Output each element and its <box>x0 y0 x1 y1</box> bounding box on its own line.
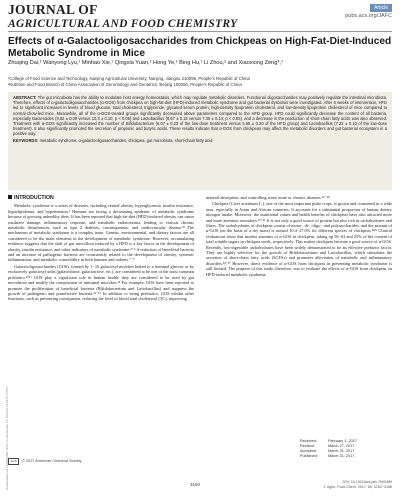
abstract-text: The gut microbiota has the ability to modulate host energy homeostasis, which may regulate metabolic disorders. Functional oligosaccharides may positively regulate the intestinal microbiota. Therefore, effects of α-galactooligosaccharides (α-GOS) from chickpea on high-fat-diet (HFD)-induced metabolic syndrome and gut bacterial dysbiosis were investigated. After 6 weeks of intervention, HFD led to significant increases in levels of blood glucose, total cholesterol, triglyceride, glycated serum protein, high-density lipoprotein cholesterol, and low-density lipoprotein cholesterol of mice compared to normal-chow-fed mice. Meanwhile, all of the α-GOS-treated groups significantly decreased above parameters compared to the HFD group. HFD could significantly decrease the content of all bacteria, especially Bacteroides (9.82 ± 0.09 versus 10.3 ± 0.10; p < 0.05) and Lactobacillus (6.67 ± 0.15 versus 7.30 ± 0.14; p < 0.05), and a decrease in the production of short-chain fatty acids was also observed. Treatment with α-GOS significantly increased the number of Bifidobacterium (6.07 ± 0.23 of the low-dose treatment versus 5.65 ± 0.20 of the HFD group) and Lactobacillus (7.22 ± 0.10 of the low-dose treatment). It also significantly promoted the secretion of propionic and butyric acids. These results indicate that α-GOS from chickpeas may affect the metabolic disorders and gut bacterial ecosystem in a positive way. <box>13 95 387 137</box>
intro-paragraph-2: Galactooligosaccharides (GOS), formed by 1−10 galactosyl moieties linked to a terminal glucose or by exclusively galactosyl units (galactobiose, galactotriose, etc.), are considered to be one of the most common prebiotics.¹⁰¹¹ GOS play a significant role in human health; they are considered to be used by gut microbiota and modify the composition of intestinal microbes.¹² For example, GOS have been reported to promote the proliferation of beneficial bacteria (Bifidobacterium and Lactobacillus) and suppress the growth of pathogenic and putrefactive bacteria.¹³⁻¹⁵ In addition to being prebiotics, GOS exhibit other functions, such as preventing constipation, reducing the level of blood total cholesterol (TC), improving <box>8 263 194 302</box>
download-watermark: Downloaded via LINKOPING UNIV on September 26, 2019 at 14:52:57 (UTC). <box>5 385 9 490</box>
copyright-notice: ACS © 2017 American Chemical Society <box>8 458 208 465</box>
journal-name-line2: AGRICULTURAL AND FOOD CHEMISTRY <box>8 17 238 30</box>
journal-logo[interactable] <box>8 3 237 30</box>
author-list[interactable]: Zhuqing Dai,¹ Wanyong Lyu,¹ Minhao Xie,¹ Qingxia Yuan,¹ Hong Ye,¹ Bing Hu,¹ Li Zhou,² and Xiaoxiong Zeng*,¹ <box>8 60 283 66</box>
article-history <box>300 439 392 459</box>
abstract-label: ABSTRACT: <box>13 95 37 100</box>
header-divider <box>8 31 392 32</box>
article-type-badge: Article <box>370 4 392 12</box>
acs-logo-icon: ACS <box>8 458 19 465</box>
affiliations <box>8 76 392 87</box>
history-published: Published: March 31, 2017 <box>300 454 355 458</box>
doi-citation <box>323 480 392 489</box>
section-square-icon <box>8 195 12 199</box>
abstract-box <box>8 92 392 190</box>
doi-link[interactable]: DOI: 10.1021/acs.jafc.7b00489 <box>342 480 392 484</box>
article-title: Effects of α-Galactooligosaccharides from Chickpeas on High-Fat-Diet-Induced Metabolic Syndrome in Mice <box>8 36 392 59</box>
history-received: Received: February 1, 2017 <box>300 439 357 443</box>
journal-citation: J. Agric. Food Chem. 2017, 65, 3160−3166 <box>323 484 392 489</box>
right-paragraph-2: Chickpea (Cicer arietinum L.), one of the most important pulse crops, is grown and consumed in a wide area, especially in Asian and African countries. It accounts for a substantial proportion of human dietary nitrogen intake. Moreover, the nutritional values and health benefits of chickpeas have also attracted more and more attention nowadays.¹⁹⁻²¹ It is not only a good source of protein but also rich in carbohydrates and fibers. The carbohydrates of chickpeas consist of mono-, di-, oligo-, and polysaccharides, and the amount of α-GOS (on the basis of a dry mass) is around 10.4−27.0% for different species of chickpeas.²²²³ Clinical evaluations show that modest amounts of α-GOS in chickpeas, taking up 58−63 and 25% of the content of total soluble sugars in chickpea seeds, respectively. This makes chickpeas become a good source of α-GOS. Recently, low-digestible carbohydrates have been widely demonstrated to be an effective prebiotic factor. They are highly selective for the growth of Bifidobacterium and Lactobacillus, which stimulates the secretion of short-chain fatty acids (SCFAs) and promotes alleviation of metabolic and inflammatory disorders.²⁴⁻²⁷ However, direct evidence of α-GOS from chickpeas in preventing metabolic syndrome is still limited. The purpose of this study, therefore, was to evaluate the effects of α-GOS from chickpeas on HFD-induced metabolic syndrome. <box>206 201 392 277</box>
right-column <box>206 195 392 278</box>
publications-link[interactable]: pubs.acs.org/JAFC <box>345 13 392 19</box>
history-accepted: Accepted: March 31, 2017 <box>300 449 355 453</box>
affiliation-2: ²Nutrition and Food Branch of China Association of Gerontology and Geriatrics, Beijing 100050, People’s Republic of China <box>8 81 242 87</box>
masthead <box>0 0 400 32</box>
keywords-label: KEYWORDS: <box>13 137 39 143</box>
journal-name-line1: JOURNAL OF <box>8 2 98 17</box>
right-paragraph-1: mineral absorption, and controlling some acute or chronic diseases.¹⁶⁻¹⁸ <box>206 195 330 200</box>
page-number: 3160 <box>190 482 201 487</box>
left-column <box>8 195 194 303</box>
affiliation-1: ¹College of Food Science and Technology, Nanjing Agricultural University, Nanjing, Jiangsu 210095, People’s Republic of China <box>8 76 250 81</box>
intro-paragraph-1: Metabolic syndrome is a series of diseases, including central obesity, hyperglycemia, insulin resistance, hyperlipidemia, and hypertension.¹ Humans are facing a devastating epidemic of metabolic syndrome because of growing unhealthy diets. It has been reported that high-fat-diet (HFD)-induced obesity can cause oxidative damage, inflammatory response, and metabolic endotoxemia, leading to various chronic metabolic disturbances, such as type 2 diabetes, carcinogenesis, and cardiovascular disease.²³ The mechanism of metabolic syndrome is a complex issue. Genetic, environmental, and dietary factors are all considered to be the main elements in the development of metabolic syndrome. However, accumulating evidence suggests that the shift of gut microflora induced by a HFD is a key factor in the development of obesity, insulin resistance, and other indicators of metabolic syndrome.⁴⁻⁶ A reduction of beneficial bacteria and an increase of pathogenic bacteria are consistently related to the development of obesity, systemic inflammation, and metabolic comorbidity in both humans and rodents.⁷⁻⁹ <box>8 203 194 263</box>
history-revised: Revised: March 27, 2017 <box>300 444 355 448</box>
introduction-heading: INTRODUCTION <box>8 195 194 201</box>
keywords-text: metabolic syndrome, α-galactooligosaccharides, chickpea, gut microbiota, short-chain fatty acid <box>39 137 213 143</box>
